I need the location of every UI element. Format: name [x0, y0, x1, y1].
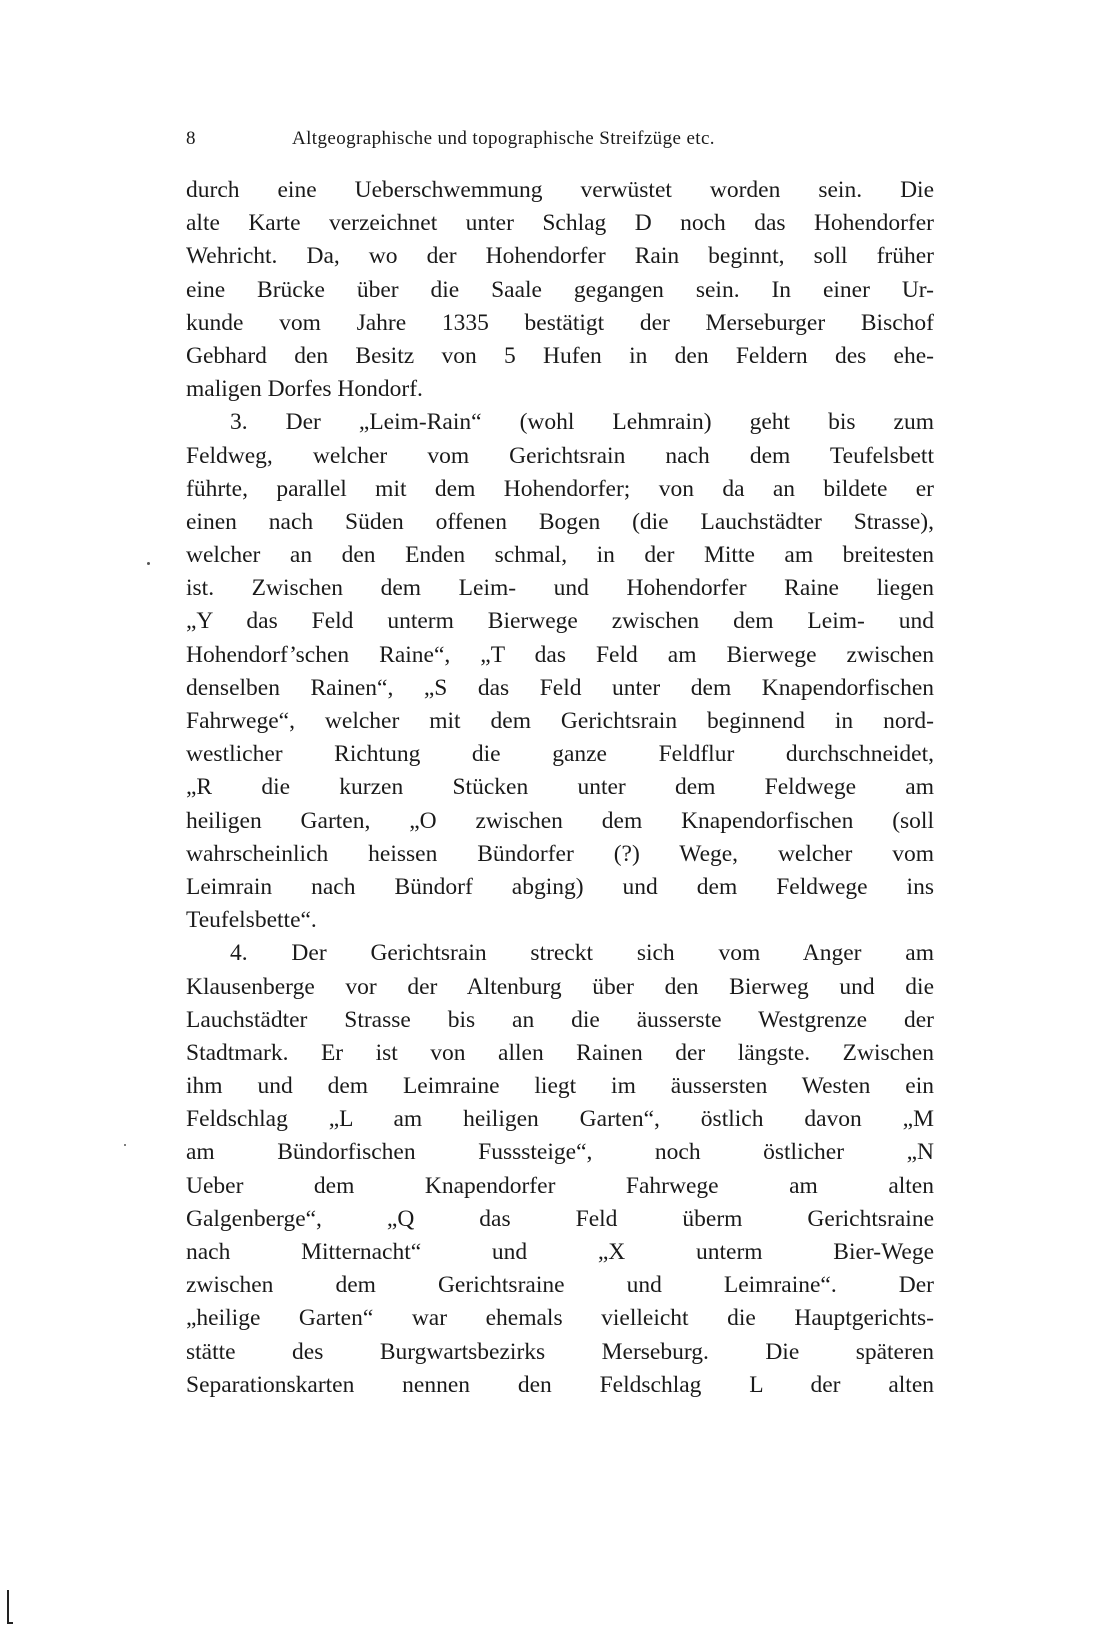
text-line: Gebhard den Besitz von 5 Hufen in den Feldern des ehe- — [186, 342, 934, 369]
text-line: am Bündorfischen Fusssteige“, noch östlicher „N — [186, 1139, 934, 1166]
text-line: heiligen Garten, „O zwischen dem Knapendorfischen (soll — [186, 807, 934, 834]
text-line: kunde vom Jahre 1335 bestätigt der Merseburger Bischof — [186, 309, 934, 336]
text-line: Leimrain nach Bündorf abging) und dem Feldwege ins — [186, 873, 934, 900]
text-line: 4. Der Gerichtsrain streckt sich vom Anger am — [230, 940, 934, 967]
page-number: 8 — [186, 128, 196, 149]
text-line: „heilige Garten“ war ehemals vielleicht die Hauptgerichts- — [186, 1305, 934, 1332]
text-line: alte Karte verzeichnet unter Schlag D noch das Hohendorfer — [186, 210, 934, 237]
text-line: Hohendorf’schen Raine“, „T das Feld am Bierwege zwischen — [186, 641, 934, 668]
text-line: Wehricht. Da, wo der Hohendorfer Rain beginnt, soll früher — [186, 243, 934, 270]
text-line: einen nach Süden offenen Bogen (die Lauchstädter Strasse), — [186, 508, 934, 535]
text-line: ihm und dem Leimraine liegt im äussersten Westen ein — [186, 1073, 934, 1100]
text-line: führte, parallel mit dem Hohendorfer; von da an bildete er — [186, 475, 934, 502]
text-line: ist. Zwischen dem Leim- und Hohendorfer Raine liegen — [186, 575, 934, 602]
text-line: „Y das Feld unterm Bierwege zwischen dem Leim- und — [186, 608, 934, 635]
text-line: stätte des Burgwartsbezirks Merseburg. Die späteren — [186, 1338, 934, 1365]
text-line: eine Brücke über die Saale gegangen sein. In einer Ur- — [186, 276, 934, 303]
text-line: wahrscheinlich heissen Bündorfer (?) Wege, welcher vom — [186, 840, 934, 867]
text-line: maligen Dorfes Hondorf. — [186, 376, 423, 403]
body-text — [186, 174, 934, 1402]
margin-mark — [147, 562, 150, 565]
running-title: Altgeographische und topographische Streifzüge etc. — [292, 128, 715, 149]
text-line: Feldweg, welcher vom Gerichtsrain nach dem Teufelsbett — [186, 442, 934, 469]
text-line: Lauchstädter Strasse bis an die äusserste Westgrenze der — [186, 1006, 934, 1033]
text-line: denselben Rainen“, „S das Feld unter dem Knapendorfischen — [186, 674, 934, 701]
text-line: nach Mitternacht“ und „X unterm Bier-Wege — [186, 1239, 934, 1265]
text-line: Separationskarten nennen den Feldschlag L der alten — [186, 1371, 934, 1398]
scan-corner-mark — [7, 1590, 13, 1624]
text-line: Teufelsbette“. — [186, 907, 317, 934]
margin-mark — [124, 1144, 126, 1146]
text-line: Galgenberge“, „Q das Feld überm Gerichtsraine — [186, 1205, 934, 1232]
text-line: durch eine Ueberschwemmung verwüstet worden sein. Die — [186, 177, 934, 203]
text-line: Stadtmark. Er ist von allen Rainen der längste. Zwischen — [186, 1039, 934, 1066]
text-line: Klausenberge vor der Altenburg über den Bierweg und die — [186, 973, 934, 1000]
page-header — [186, 128, 934, 156]
text-line: „R die kurzen Stücken unter dem Feldwege am — [186, 774, 934, 801]
text-line: 3. Der „Leim-Rain“ (wohl Lehmrain) geht bis zum — [230, 409, 934, 436]
text-line: Ueber dem Knapendorfer Fahrwege am alten — [186, 1172, 934, 1199]
text-line: welcher an den Enden schmal, in der Mitte am breitesten — [186, 542, 934, 569]
text-line: westlicher Richtung die ganze Feldflur durchschneidet, — [186, 741, 934, 768]
text-line: Feldschlag „L am heiligen Garten“, östlich davon „M — [186, 1106, 934, 1133]
text-line: Fahrwege“, welcher mit dem Gerichtsrain beginnend in nord- — [186, 708, 934, 734]
text-line: zwischen dem Gerichtsraine und Leimraine“. Der — [186, 1272, 934, 1299]
